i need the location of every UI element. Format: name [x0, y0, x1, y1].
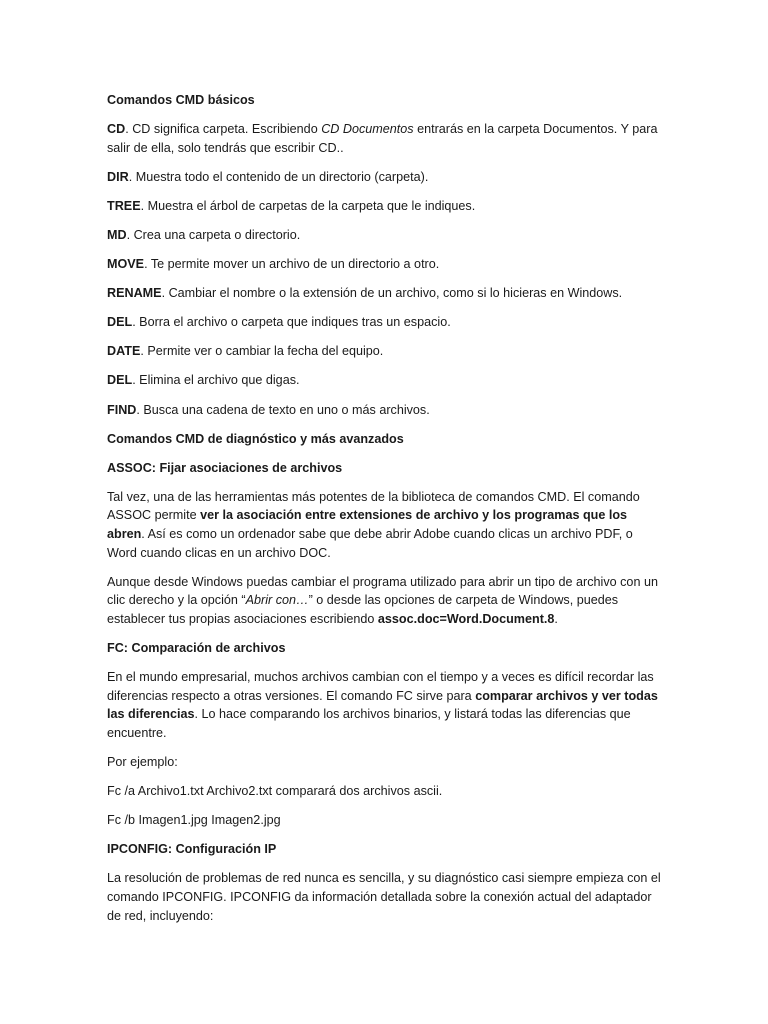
command-del-paragraph-2 — [107, 371, 662, 390]
heading-assoc: ASSOC: Fijar asociaciones de archivos — [107, 460, 343, 475]
command-md-paragraph — [107, 226, 662, 245]
command-cd-paragraph — [107, 120, 662, 157]
command-name: TREE — [107, 198, 141, 213]
assoc-paragraph-2 — [107, 573, 662, 629]
command-description: . Crea una carpeta o directorio. — [126, 227, 301, 242]
command-name: DEL — [107, 315, 133, 330]
heading-fc: FC: Comparación de archivos — [107, 640, 286, 655]
command-dir-paragraph — [107, 168, 662, 187]
assoc-paragraph-1 — [107, 488, 662, 562]
body-text: Tal vez, una de las herramientas más potentes de la biblioteca de comandos CMD. El comando ASSOC permite — [107, 489, 640, 523]
command-text: entrarás en la carpeta Documentos. Y para salir de ella, solo tendrás que escribir CD.. — [107, 122, 658, 155]
body-text: Aunque desde Windows puedas cambiar el programa utilizado para abrir un tipo de archivo con un clic derecho y la opción “ — [107, 574, 658, 608]
command-name: RENAME — [107, 286, 162, 301]
ipconfig-paragraph-1: La resolución de problemas de red nunca es sencilla, y su diagnóstico casi siempre empieza con el comando IPCONFIG. IPCONFIG da información detallada sobre la conexión actual del adaptador de red, incluyendo: — [107, 871, 661, 923]
command-description: . Permite ver o cambiar la fecha del equipo. — [140, 344, 384, 359]
command-name: MD — [107, 227, 127, 242]
command-rename-paragraph — [107, 284, 662, 303]
command-description: . Muestra todo el contenido de un directorio (carpeta). — [128, 169, 429, 184]
command-del-paragraph — [107, 313, 662, 332]
command-date-paragraph — [107, 342, 662, 361]
option-name: Abrir con… — [245, 593, 309, 608]
command-name: FIND — [107, 402, 137, 417]
body-text: . Lo hace comparando los archivos binarios, y listará todas las diferencias que encuentre. — [107, 707, 631, 740]
heading-basic-commands: Comandos CMD básicos — [107, 93, 255, 107]
fc-example-2: Fc /b Imagen1.jpg Imagen2.jpg — [107, 813, 281, 828]
command-example: assoc.doc=Word.Document.8 — [377, 611, 555, 626]
emphasis-text: ver la asociación entre extensiones de archivo y los programas que los abren — [107, 508, 628, 541]
command-name: CD — [107, 122, 126, 137]
command-name: DIR — [107, 169, 129, 184]
command-description: . Elimina el archivo que digas. — [132, 373, 300, 388]
body-text: . Así es como un ordenador sabe que debe abrir Adobe cuando clicas un archivo PDF, o Word cuando clicas en un archivo DOC. — [107, 527, 633, 560]
command-description: . Cambiar el nombre o la extensión de un archivo, como si lo hicieras en Windows. — [161, 286, 623, 301]
command-text: . CD significa carpeta. Escribiendo — [125, 122, 322, 137]
document-page — [107, 91, 662, 936]
command-example: CD Documentos — [321, 122, 414, 137]
command-description: . Te permite mover un archivo de un directorio a otro. — [144, 257, 440, 272]
fc-example-1: Fc /a Archivo1.txt Archivo2.txt comparará dos archivos ascii. — [107, 784, 443, 799]
command-tree-paragraph — [107, 197, 662, 216]
heading-ipconfig: IPCONFIG: Configuración IP — [107, 842, 277, 857]
fc-paragraph-1 — [107, 668, 662, 742]
body-text: En el mundo empresarial, muchos archivos cambian con el tiempo y a veces es difícil recordar las diferencias respecto a otras versiones. El comando FC sirve para — [107, 670, 654, 703]
body-text: ” o desde las opciones de carpeta de Windows, puedes establecer tus propias asociaciones escribiendo — [107, 593, 619, 626]
command-description: . Busca una cadena de texto en uno o más archivos. — [136, 402, 430, 417]
command-name: DEL — [107, 373, 133, 388]
command-move-paragraph — [107, 255, 662, 274]
command-description: . Muestra el árbol de carpetas de la carpeta que le indiques. — [140, 198, 476, 213]
fc-example-intro: Por ejemplo: — [107, 754, 178, 769]
command-find-paragraph — [107, 401, 662, 420]
body-text: . — [554, 611, 558, 626]
command-name: DATE — [107, 344, 141, 359]
command-description: . Borra el archivo o carpeta que indiques tras un espacio. — [132, 315, 451, 330]
command-name: MOVE — [107, 257, 145, 272]
emphasis-text: comparar archivos y ver todas las diferencias — [107, 688, 658, 722]
heading-advanced-commands: Comandos CMD de diagnóstico y más avanzados — [107, 431, 404, 446]
